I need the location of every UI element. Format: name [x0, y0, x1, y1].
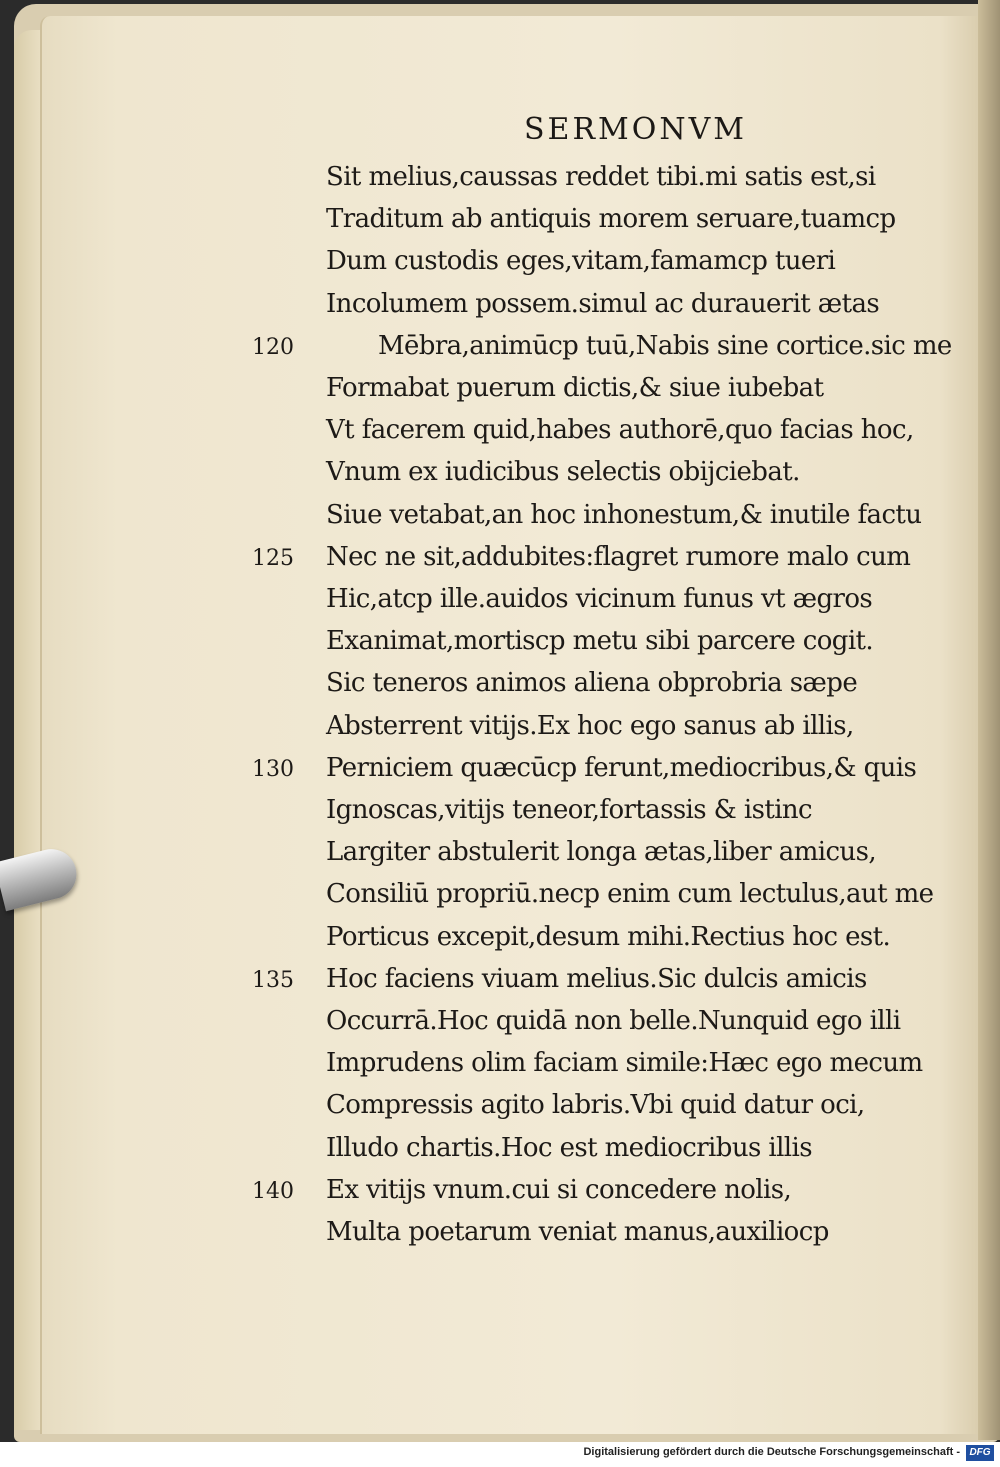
dfg-logo: DFG	[966, 1445, 994, 1461]
verse-line: Exanimat,mortiscp metu sibi parcere cogit.	[326, 626, 874, 657]
line-number: 125	[252, 545, 294, 571]
footer-credit: Digitalisierung gefördert durch die Deutsche Forschungsgemeinschaft -	[583, 1446, 960, 1458]
line-number: 130	[252, 756, 294, 782]
verse-line: Largiter abstulerit longa ætas,liber amicus,	[326, 837, 876, 868]
verse-line: Mēbra,animūcp tuū,Nabis sine cortice.sic me	[378, 330, 952, 361]
verse-line: Incolumem possem.simul ac durauerit ætas	[326, 288, 880, 319]
footer-bar	[0, 1442, 1000, 1467]
line-number: 120	[252, 334, 294, 360]
line-number: 135	[252, 967, 294, 993]
verse-line: Illudo chartis.Hoc est mediocribus illis	[326, 1132, 812, 1163]
verse-line: Occurrā.Hoc quidā non belle.Nunquid ego illi	[326, 1006, 901, 1036]
verse-line: Traditum ab antiquis morem seruare,tuamcp	[326, 204, 896, 235]
verse-line: Porticus excepit,desum mihi.Rectius hoc est.	[326, 921, 891, 952]
line-number: 140	[252, 1178, 294, 1204]
verse-line: Vnum ex iudicibus selectis obijciebat.	[326, 457, 800, 488]
verse-line: Ex vitijs vnum.cui si concedere nolis,	[326, 1174, 792, 1205]
verse-line: Ignoscas,vitijs teneor,fortassis & istinc	[326, 795, 813, 825]
verse-line: Sic teneros animos aliena obprobria sæpe	[326, 668, 858, 699]
verse-line: Siue vetabat,an hoc inhonestum,& inutile factu	[326, 499, 922, 530]
verse-line: Absterrent vitijs.Ex hoc ego sanus ab illis,	[326, 710, 854, 741]
verse-line: Dum custodis eges,vitam,famamcp tueri	[326, 246, 836, 277]
running-header: SERMONVM	[524, 112, 747, 147]
verse-line: Vt facerem quid,habes authorē,quo facias hoc,	[326, 415, 914, 446]
verse-line: Imprudens olim faciam simile:Hæc ego mecum	[326, 1048, 923, 1079]
verse-line: Hic,atcp ille.auidos vicinum funus vt ægros	[326, 584, 873, 614]
verse-line: Multa poetarum veniat manus,auxiliocp	[326, 1217, 829, 1247]
verse-line: Compressis agito labris.Vbi quid datur oci,	[326, 1090, 865, 1121]
verse-line: Sit melius,caussas reddet tibi.mi satis est,si	[326, 162, 876, 192]
verse-line: Consiliū propriū.necp enim cum lectulus,aut me	[326, 879, 934, 910]
verse-line: Hoc faciens viuam melius.Sic dulcis amicis	[326, 963, 867, 994]
verse-line: Formabat puerum dictis,& siue iubebat	[326, 373, 824, 403]
verse-line: Perniciem quæcūcp ferunt,mediocribus,& quis	[326, 752, 917, 783]
verse-line: Nec ne sit,addubites:flagret rumore malo cum	[326, 541, 911, 572]
